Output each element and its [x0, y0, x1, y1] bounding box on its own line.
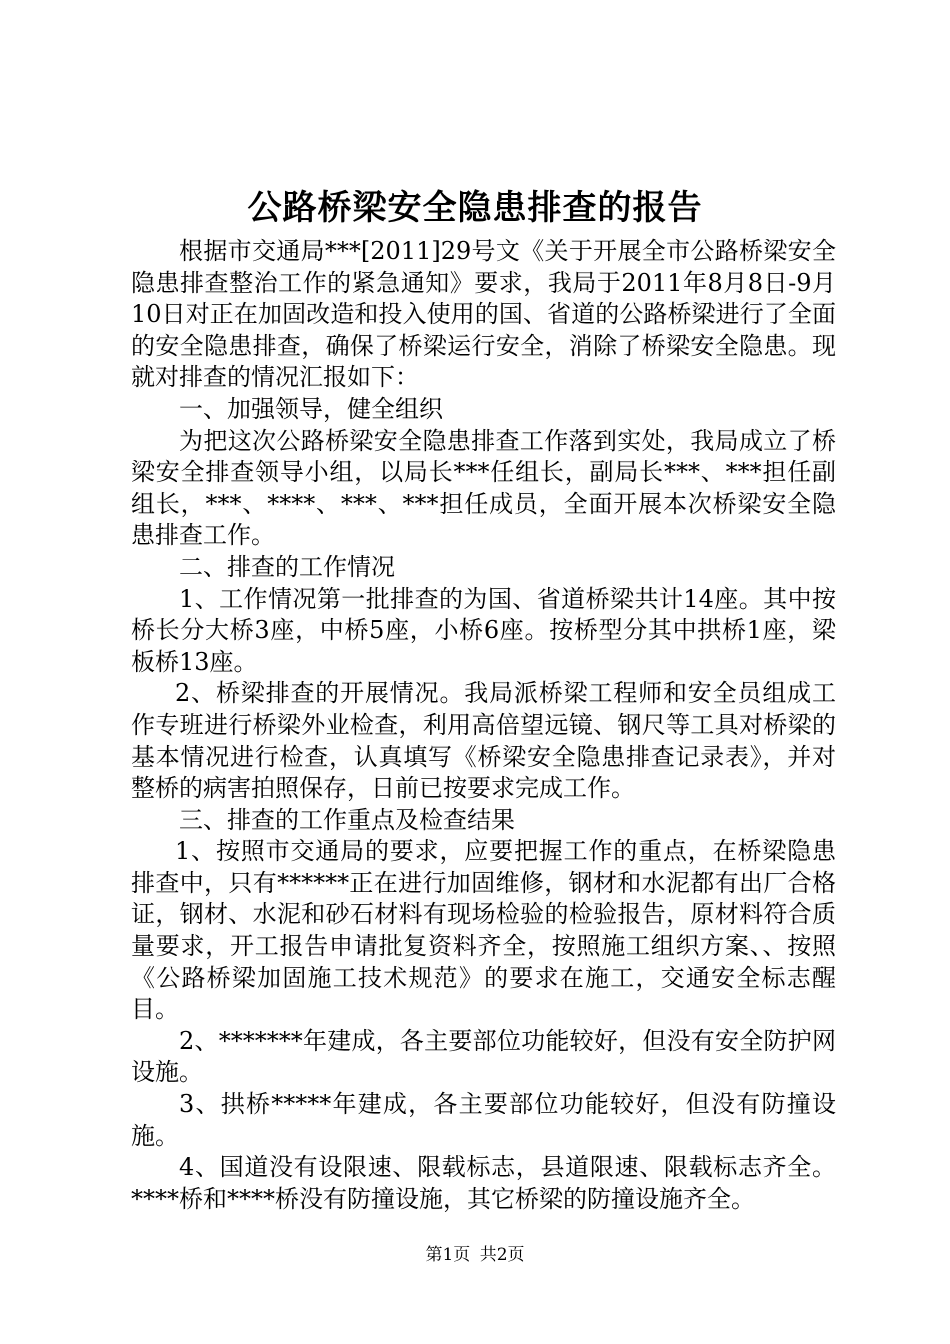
section-heading-2: 二、排查的工作情况: [179, 552, 395, 581]
intro-paragraph: 根据市交通局***[2011]29号文《关于开展全市公路桥梁安全隐患排查整治工作的紧急通知》要求，我局于2011年8月8日-9月10日对正在加固改造和投入使用的国、省道的公路桥梁进行了全面的安全隐患排查，确保了桥梁运行安全，消除了桥梁安全隐患。现就对排查的情况汇报如下：: [131, 237, 836, 392]
section-3-item-1: 1、按照市交通局的要求，应要把握工作的重点，在桥梁隐患排查中，只有******正在进行加固维修，钢材和水泥都有出厂合格证，钢材、水泥和砂石材料有现场检验的检验报告，原材料符合质量要求，开工报告申请批复资料齐全，按照施工组织方案、、按照《公路桥梁加固施工技术规范》的要求在施工，交通安全标志醒目。: [131, 837, 836, 1024]
page-footer: 第1页 共2页: [425, 1245, 525, 1265]
section-2-item-2: 2、桥梁排查的开展情况。我局派桥梁工程师和安全员组成工作专班进行桥梁外业检查，利用高倍望远镜、钢尺等工具对桥梁的基本情况进行检查，认真填写《桥梁安全隐患排查记录表》，并对整桥的病害拍照保存，日前已按要求完成工作。: [131, 679, 836, 803]
section-heading-1: 一、加强领导，健全组织: [179, 394, 443, 423]
section-3-item-3: 3、拱桥*****年建成，各主要部位功能较好，但没有防撞设施。: [131, 1090, 836, 1150]
section-heading-3: 三、排查的工作重点及检查结果: [179, 805, 515, 834]
page-title: 公路桥梁安全隐患排查的报告: [247, 188, 703, 228]
section-3-item-4: 4、国道没有设限速、限载标志，县道限速、限载标志齐全。****桥和****桥没有防撞设施，其它桥梁的防撞设施齐全。: [131, 1153, 836, 1213]
document-body: [131, 236, 836, 1215]
section-1-paragraph: 为把这次公路桥梁安全隐患排查工作落到实处，我局成立了桥梁安全排查领导小组，以局长***任组长，副局长***、***担任副组长，***、****、***、***担任成员，全面开展本次桥梁安全隐患排查工作。: [131, 426, 836, 550]
section-2-item-1: 1、工作情况第一批排查的为国、省道桥梁共计14座。其中按桥长分大桥3座，中桥5座，小桥6座。按桥型分其中拱桥1座，梁板桥13座。: [131, 584, 836, 676]
section-3-item-2: 2、*******年建成，各主要部位功能较好，但没有安全防护网设施。: [131, 1026, 836, 1087]
